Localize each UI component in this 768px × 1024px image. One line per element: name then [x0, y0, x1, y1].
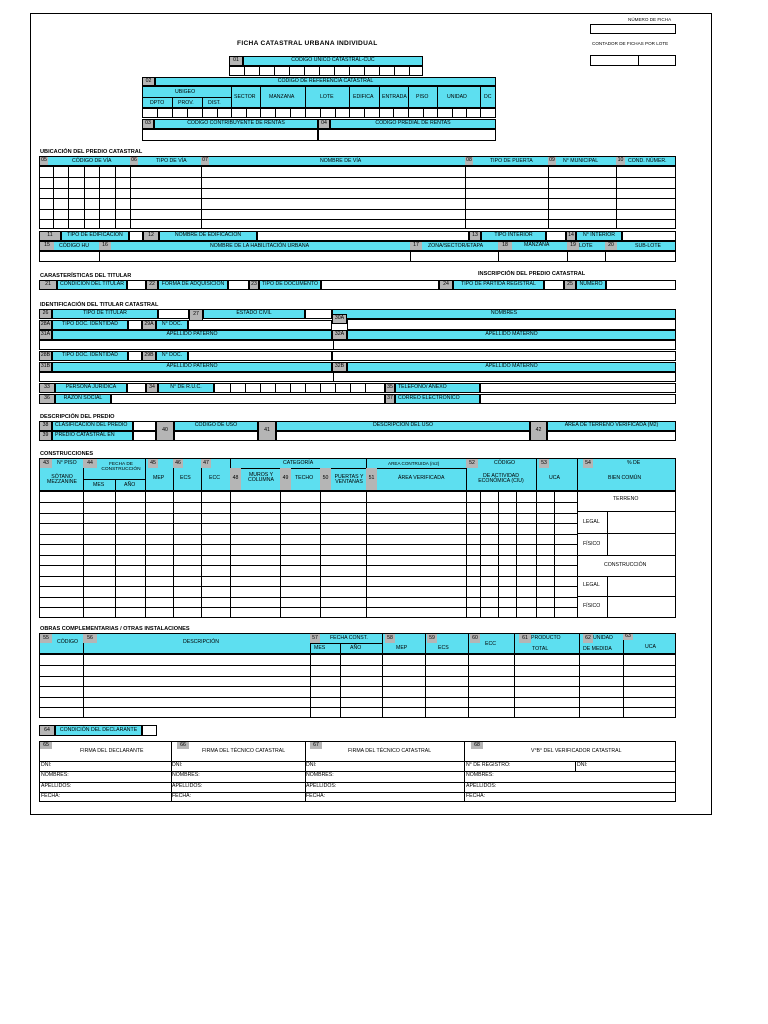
- predio-en-label: PREDIO CATASTRAL EN: [52, 431, 133, 441]
- nombres-label: NOMBRES:: [172, 772, 200, 778]
- tipo-titular-field[interactable]: [158, 309, 189, 319]
- area-verificada-label: ÁREA VERIFICADA: [398, 475, 445, 481]
- fisico-label: FÍSICO: [583, 541, 601, 547]
- field-number: 12: [143, 231, 159, 241]
- ecs-obra-label: ECS: [438, 645, 449, 651]
- field-number: 11: [39, 231, 61, 241]
- field-number: 39: [39, 431, 52, 441]
- tipo-partida-label: TIPO DE PARTIDA REGISTRAL: [453, 280, 544, 290]
- field-number: 25: [564, 280, 576, 290]
- ubicacion-grid[interactable]: [39, 166, 676, 229]
- nombres-label: NOMBRES:: [306, 772, 334, 778]
- field-number: 17: [410, 242, 422, 250]
- ubicacion-header: [39, 156, 676, 166]
- field-number: 57: [310, 634, 320, 643]
- field-number: 14: [566, 231, 576, 241]
- fecha-const-label: FECHA DE CONSTRUCCIÓN: [101, 461, 141, 472]
- condicion-declarante-field[interactable]: [142, 725, 157, 736]
- tipo-edif-label: TIPO DE EDIFICACIÓN: [61, 231, 129, 241]
- field-number: 19: [567, 242, 579, 250]
- section-title: IDENTIFICACIÓN DEL TITULAR CATASTRAL: [40, 302, 159, 308]
- bien-comun-label: BIEN COMÚN: [608, 475, 642, 481]
- field-number: 58: [385, 634, 395, 643]
- ref-boxes[interactable]: [142, 108, 496, 118]
- producto-label: PRODUCTO: [531, 635, 561, 641]
- firmas-table[interactable]: [39, 741, 676, 802]
- field-number: 41: [258, 421, 276, 441]
- area-terreno-field[interactable]: [547, 431, 676, 441]
- anio-label: AÑO: [124, 482, 136, 488]
- field-number: 61: [519, 634, 531, 643]
- ap-paterno-b-label: APELLIDO PATERNO: [52, 362, 332, 372]
- page-title: FICHA CATASTRAL URBANA INDIVIDUAL: [237, 40, 378, 47]
- nombres-a-field[interactable]: [347, 319, 676, 330]
- numero-ficha-field[interactable]: [590, 24, 676, 34]
- field-number: 08: [466, 157, 472, 164]
- dpto-label: DPTO: [150, 100, 165, 106]
- desc-uso-label: DESCRIPCIÓN DEL USO: [276, 421, 530, 431]
- tipo-doc-id-b-label: TIPO DOC. IDENTIDAD: [52, 351, 128, 361]
- field-number: 59: [427, 634, 437, 643]
- field-number: 54: [583, 459, 593, 468]
- correo-field[interactable]: [480, 394, 676, 404]
- tipo-edif-field[interactable]: [129, 231, 143, 241]
- field-number: 56: [83, 634, 97, 643]
- nombres-label: NOMBRES:: [466, 772, 494, 778]
- codigo-via-label: CÓDIGO DE VÍA: [72, 158, 112, 164]
- field-number: 64: [39, 725, 55, 736]
- razon-social-label: RAZÓN SOCIAL: [55, 394, 111, 404]
- tipo-doc-label: TIPO DE DOCUMENTO: [259, 280, 321, 290]
- ecc-obra-label: ECC: [485, 641, 496, 647]
- field-number: 09: [549, 157, 555, 164]
- ap-materno-a-label: APELLIDO MATERNO: [347, 330, 676, 340]
- section-title: CARASTERÍSTICAS DEL TITULAR: [40, 273, 132, 279]
- actividad-label: DE ACTIVIDAD ECONÓMICA (CIU): [478, 472, 524, 484]
- cond-numer-label: COND. NÚMER.: [628, 158, 667, 164]
- field-number: 65: [40, 742, 52, 749]
- dc-label: DC: [484, 94, 492, 100]
- firma-tecnico-2-label: FIRMA DEL TÉCNICO CATASTRAL: [348, 748, 432, 754]
- field-number: 28A: [39, 320, 52, 330]
- field-number: 62: [583, 634, 593, 643]
- field-number: 48: [230, 468, 241, 490]
- firma-declarante-label: FIRMA DEL DECLARANTE: [80, 748, 144, 754]
- field-number: 32A: [332, 330, 347, 340]
- mes-obra-label: MES: [314, 645, 326, 651]
- razon-social-field[interactable]: [111, 394, 385, 404]
- fecha-const-obra-label: FECHA CONST.: [330, 635, 368, 641]
- field-number: 50: [320, 468, 331, 490]
- field-number: 30A: [332, 314, 347, 324]
- persona-juridica-label: PERSONA JURÍDICA: [55, 383, 127, 393]
- field-number: 52: [466, 459, 478, 468]
- mes-label: MES: [93, 482, 105, 488]
- field-number: 21: [39, 280, 57, 290]
- hu-field[interactable]: [39, 251, 676, 262]
- clasificacion-field[interactable]: [133, 421, 156, 431]
- field-number: 04: [318, 119, 330, 129]
- field-number: 20: [605, 242, 617, 250]
- field-number: 22: [146, 280, 158, 290]
- entrada-label: ENTRADA: [382, 94, 407, 100]
- nombre-hu-label: NOMBRE DE LA HABILITACIÓN URBANA: [210, 243, 310, 249]
- field-number: 40: [156, 421, 174, 441]
- field-number: 02: [142, 77, 155, 86]
- ap-materno-b-label: APELLIDO MATERNO: [347, 362, 676, 372]
- ecc-label: ECC: [209, 475, 220, 481]
- field-number: 29A: [142, 320, 156, 330]
- legal-label: LEGAL: [583, 582, 600, 588]
- tipo-partida-field[interactable]: [544, 280, 564, 290]
- forma-adq-field[interactable]: [228, 280, 249, 290]
- field-number: 67: [310, 742, 322, 749]
- nombres-label: NOMBRES:: [41, 772, 69, 778]
- field-number: 32B: [332, 362, 347, 372]
- dist-label: DIST.: [208, 100, 221, 106]
- mep-label: MEP: [153, 475, 165, 481]
- num-doc-b-label: N° DOC.: [156, 351, 188, 361]
- pct-de-label: % DE: [627, 460, 641, 466]
- field-number: 37: [385, 394, 395, 404]
- puertas-label: PUERTAS Y VENTANAS: [334, 473, 364, 485]
- condicion-label: CONDICIÓN DEL TITULAR: [57, 280, 127, 290]
- uca-label: UCA: [549, 475, 560, 481]
- field-number: 01: [229, 56, 243, 66]
- prov-label: PROV.: [178, 100, 194, 106]
- field-number: 33: [39, 383, 55, 393]
- field-number: 51: [366, 468, 377, 490]
- cuc-label: CÓDIGO ÚNICO CATASTRAL-CUC: [243, 56, 423, 66]
- apellidos-label: APELLIDOS:: [306, 783, 337, 789]
- section-title: INSCRIPCIÓN DEL PREDIO CATASTRAL: [478, 271, 586, 277]
- num-piso-label: N° PISO: [57, 460, 77, 466]
- desc-uso-field[interactable]: [276, 431, 530, 441]
- area-construida-label: AREA CONTRUIDA (m2): [388, 461, 440, 466]
- sotano-label: SÓTANO MEZZANINE: [47, 473, 77, 485]
- manzana-hu-label: MANZANA: [524, 242, 550, 248]
- field-number: 10: [617, 157, 624, 164]
- num-registro-label: N° DE REGISTRO:: [466, 762, 511, 768]
- nombre-edif-label: NOMBRE DE EDIFICACIÓN: [159, 231, 257, 241]
- field-number: 46: [173, 459, 183, 468]
- terreno-label: TERRENO: [613, 496, 639, 502]
- ubigeo-label: UBIGEO: [175, 89, 196, 95]
- ref-label: CÓDIGO DE REFERENCIA CATASTRAL: [155, 77, 496, 86]
- dni-label: DNI:: [306, 762, 317, 768]
- hu-header: [39, 241, 676, 251]
- field-number: 36: [39, 394, 55, 404]
- field-number: 31B: [39, 362, 52, 372]
- codigo-uso-label: CÓDIGO DE USO: [174, 421, 258, 431]
- field-number: 15: [40, 242, 54, 250]
- dni-label: DNI:: [41, 762, 52, 768]
- apellidos-label: APELLIDOS:: [172, 783, 203, 789]
- obras-grid[interactable]: [39, 654, 676, 718]
- section-title: UBICACIÓN DEL PREDIO CATASTRAL: [40, 149, 143, 155]
- field-number: 53: [539, 459, 549, 468]
- condicion-declarante-label: CONDICIÓN DEL DECLARANTE: [55, 725, 142, 736]
- nombre-edif-field[interactable]: [257, 231, 469, 241]
- fecha-label: FECHA:: [172, 793, 192, 799]
- field-number: 49: [280, 468, 291, 490]
- predial-label: CÓDIGO PREDIAL DE RENTAS: [330, 119, 496, 129]
- contrib-label: CÓDIGO CONTRIBUYENTE DE RENTAS: [154, 119, 318, 129]
- field-number: 42: [530, 421, 547, 441]
- ap-paterno-a-label: APELLIDO PATERNO: [52, 330, 332, 340]
- field-number: 38: [39, 421, 52, 431]
- num-doc-label: N° DOC.: [156, 320, 188, 330]
- ruc-label: N° DE R.U.C.: [158, 383, 214, 393]
- section-title: CONSTRUCCIONES: [40, 451, 94, 457]
- manzana-label: MANZANA: [269, 94, 295, 100]
- field-number: 16: [99, 242, 111, 250]
- num-municipal-label: N° MUNICIPAL: [563, 158, 599, 164]
- uca-obra-label: UCA: [645, 644, 656, 650]
- estado-civil-label: ESTADO CIVIL: [203, 309, 305, 319]
- field-number: 28B: [39, 351, 52, 361]
- field-number: 24: [439, 280, 453, 290]
- contrib-field[interactable]: [142, 129, 318, 141]
- field-number: 05: [41, 157, 47, 164]
- field-number: 18: [498, 242, 512, 250]
- telefono-label: TELÉFONO/ ANEXO: [395, 383, 480, 393]
- tipo-doc-id-b-field[interactable]: [128, 351, 142, 361]
- fecha-label: FECHA:: [41, 793, 61, 799]
- fisico-label: FÍSICO: [583, 603, 601, 609]
- obras-header: [39, 633, 676, 654]
- persona-juridica-field[interactable]: [127, 383, 146, 393]
- nombres-b-field[interactable]: [332, 351, 676, 361]
- apellidos-a-field[interactable]: [39, 340, 676, 350]
- field-number: 07: [202, 157, 208, 164]
- section-title: OBRAS COMPLEMENTARIAS / OTRAS INSTALACIONES: [40, 626, 190, 632]
- edifica-label: EDIFICA: [353, 94, 374, 100]
- predial-field[interactable]: [318, 129, 496, 141]
- tipo-via-label: TIPO DE VÍA: [156, 158, 187, 164]
- tipo-doc-id-field[interactable]: [128, 320, 142, 330]
- num-doc-b-field[interactable]: [188, 351, 332, 361]
- zona-label: ZONA/SECTOR/ETAPA: [428, 243, 484, 249]
- construccion-label: CONSTRUCCIÓN: [604, 562, 647, 568]
- muros-label: MUROS Y COLUMNA: [248, 471, 274, 483]
- cuc-boxes[interactable]: [229, 66, 423, 76]
- field-number: 31A: [39, 330, 52, 340]
- field-number: 29B: [142, 351, 156, 361]
- lote-hu-label: LOTE: [579, 243, 593, 249]
- apellidos-label: APELLIDOS:: [466, 783, 497, 789]
- tipo-doc-field[interactable]: [321, 280, 439, 290]
- fecha-label: FECHA:: [306, 793, 326, 799]
- numero-ficha-label: NÚMERO DE FICHA: [628, 17, 672, 22]
- unidad-obra-label: UNIDAD: [593, 635, 613, 641]
- correo-label: CORREO ELECTRÓNICO: [395, 394, 480, 404]
- sector-label: SECTOR: [234, 94, 256, 100]
- tipo-doc-id-label: TIPO DOC. IDENTIDAD: [52, 320, 128, 330]
- total-label: TOTAL: [532, 646, 549, 652]
- sublote-label: SUB-LOTE: [635, 243, 661, 249]
- field-number: 03: [142, 119, 154, 129]
- codigo-label: CÓDIGO: [494, 460, 516, 466]
- telefono-field[interactable]: [480, 383, 676, 393]
- ecs-label: ECS: [180, 475, 191, 481]
- categoria-label: CATEGORÍA: [283, 460, 314, 466]
- numero-label: NÚMERO: [576, 280, 606, 290]
- verificador-label: V°B° DEL VERIFICADOR CATASTRAL: [531, 748, 622, 754]
- field-number: 55: [40, 634, 52, 643]
- codigo-obra-label: CÓDIGO: [57, 639, 79, 645]
- dni-label: DNI:: [172, 762, 183, 768]
- nombre-via-label: NOMBRE DE VÍA: [320, 158, 362, 164]
- area-terreno-label: AREA DE TERRENO VERIFICADA (M2): [547, 421, 676, 431]
- num-interior-field[interactable]: [622, 231, 676, 241]
- fecha-label: FECHA:: [466, 793, 486, 799]
- field-number: 43: [40, 459, 52, 468]
- anio-obra-label: AÑO: [350, 645, 362, 651]
- field-number: 27: [189, 309, 203, 321]
- forma-adq-label: FORMA DE ADQUISICIÓN: [158, 280, 228, 290]
- firma-tecnico-1-label: FIRMA DEL TÉCNICO CATASTRAL: [202, 748, 286, 754]
- tipo-titular-label: TIPO DE TITULAR: [52, 309, 158, 319]
- apellidos-b-field[interactable]: [39, 372, 676, 382]
- field-number: 68: [471, 742, 483, 749]
- nombres-label: NOMBRES: [332, 309, 676, 319]
- lote-label: LOTE: [320, 94, 334, 100]
- predio-en-field[interactable]: [133, 431, 156, 441]
- field-number: 06: [131, 157, 137, 164]
- field-number: 34: [146, 383, 158, 393]
- ref-header: [142, 86, 496, 108]
- num-doc-field[interactable]: [188, 320, 332, 330]
- piso-label: PISO: [416, 94, 429, 100]
- tipo-interior-label: TIPO INTERIOR: [481, 231, 546, 241]
- contador-label: CONTADOR DE FICHAS POR LOTE: [592, 41, 669, 46]
- apellidos-label: APELLIDOS:: [41, 783, 72, 789]
- field-number: 60: [470, 634, 480, 643]
- construcciones-grid[interactable]: [39, 491, 676, 618]
- techo-label: TECHO: [295, 475, 314, 481]
- field-number: 45: [148, 459, 158, 468]
- condicion-field[interactable]: [127, 280, 146, 290]
- mep-obra-label: MEP: [396, 645, 408, 651]
- field-number: 63: [623, 634, 633, 640]
- contador-field[interactable]: [590, 55, 676, 66]
- field-number: 66: [177, 742, 189, 749]
- field-number: 47: [201, 459, 211, 468]
- tipo-interior-field[interactable]: [546, 231, 566, 241]
- dni-label: DNI:: [577, 762, 588, 768]
- descripcion-obra-label: DESCRIPCIÓN: [183, 639, 220, 645]
- field-number: 13: [469, 231, 481, 241]
- construcciones-header: [39, 458, 676, 491]
- field-number: 23: [249, 280, 259, 290]
- num-interior-label: N° INTERIOR: [576, 231, 622, 241]
- field-number: 26: [39, 309, 52, 319]
- section-title: DESCRIPCIÓN DEL PREDIO: [40, 414, 115, 420]
- legal-label: LEGAL: [583, 519, 600, 525]
- numero-field[interactable]: [606, 280, 676, 290]
- medida-label: DE MEDIDA: [583, 646, 612, 652]
- clasificacion-label: CLASIFICACIÓN DEL PREDIO: [52, 421, 133, 431]
- codigo-hu-label: CÓDIGO HU: [59, 243, 89, 249]
- tipo-puerta-label: TIPO DE PUERTA: [490, 158, 533, 164]
- unidad-label: UNIDAD: [447, 94, 467, 100]
- field-number: 44: [83, 459, 97, 468]
- codigo-uso-field[interactable]: [174, 431, 258, 441]
- ruc-boxes[interactable]: [214, 383, 385, 393]
- estado-civil-field[interactable]: [305, 309, 332, 319]
- field-number: 35: [385, 383, 395, 393]
